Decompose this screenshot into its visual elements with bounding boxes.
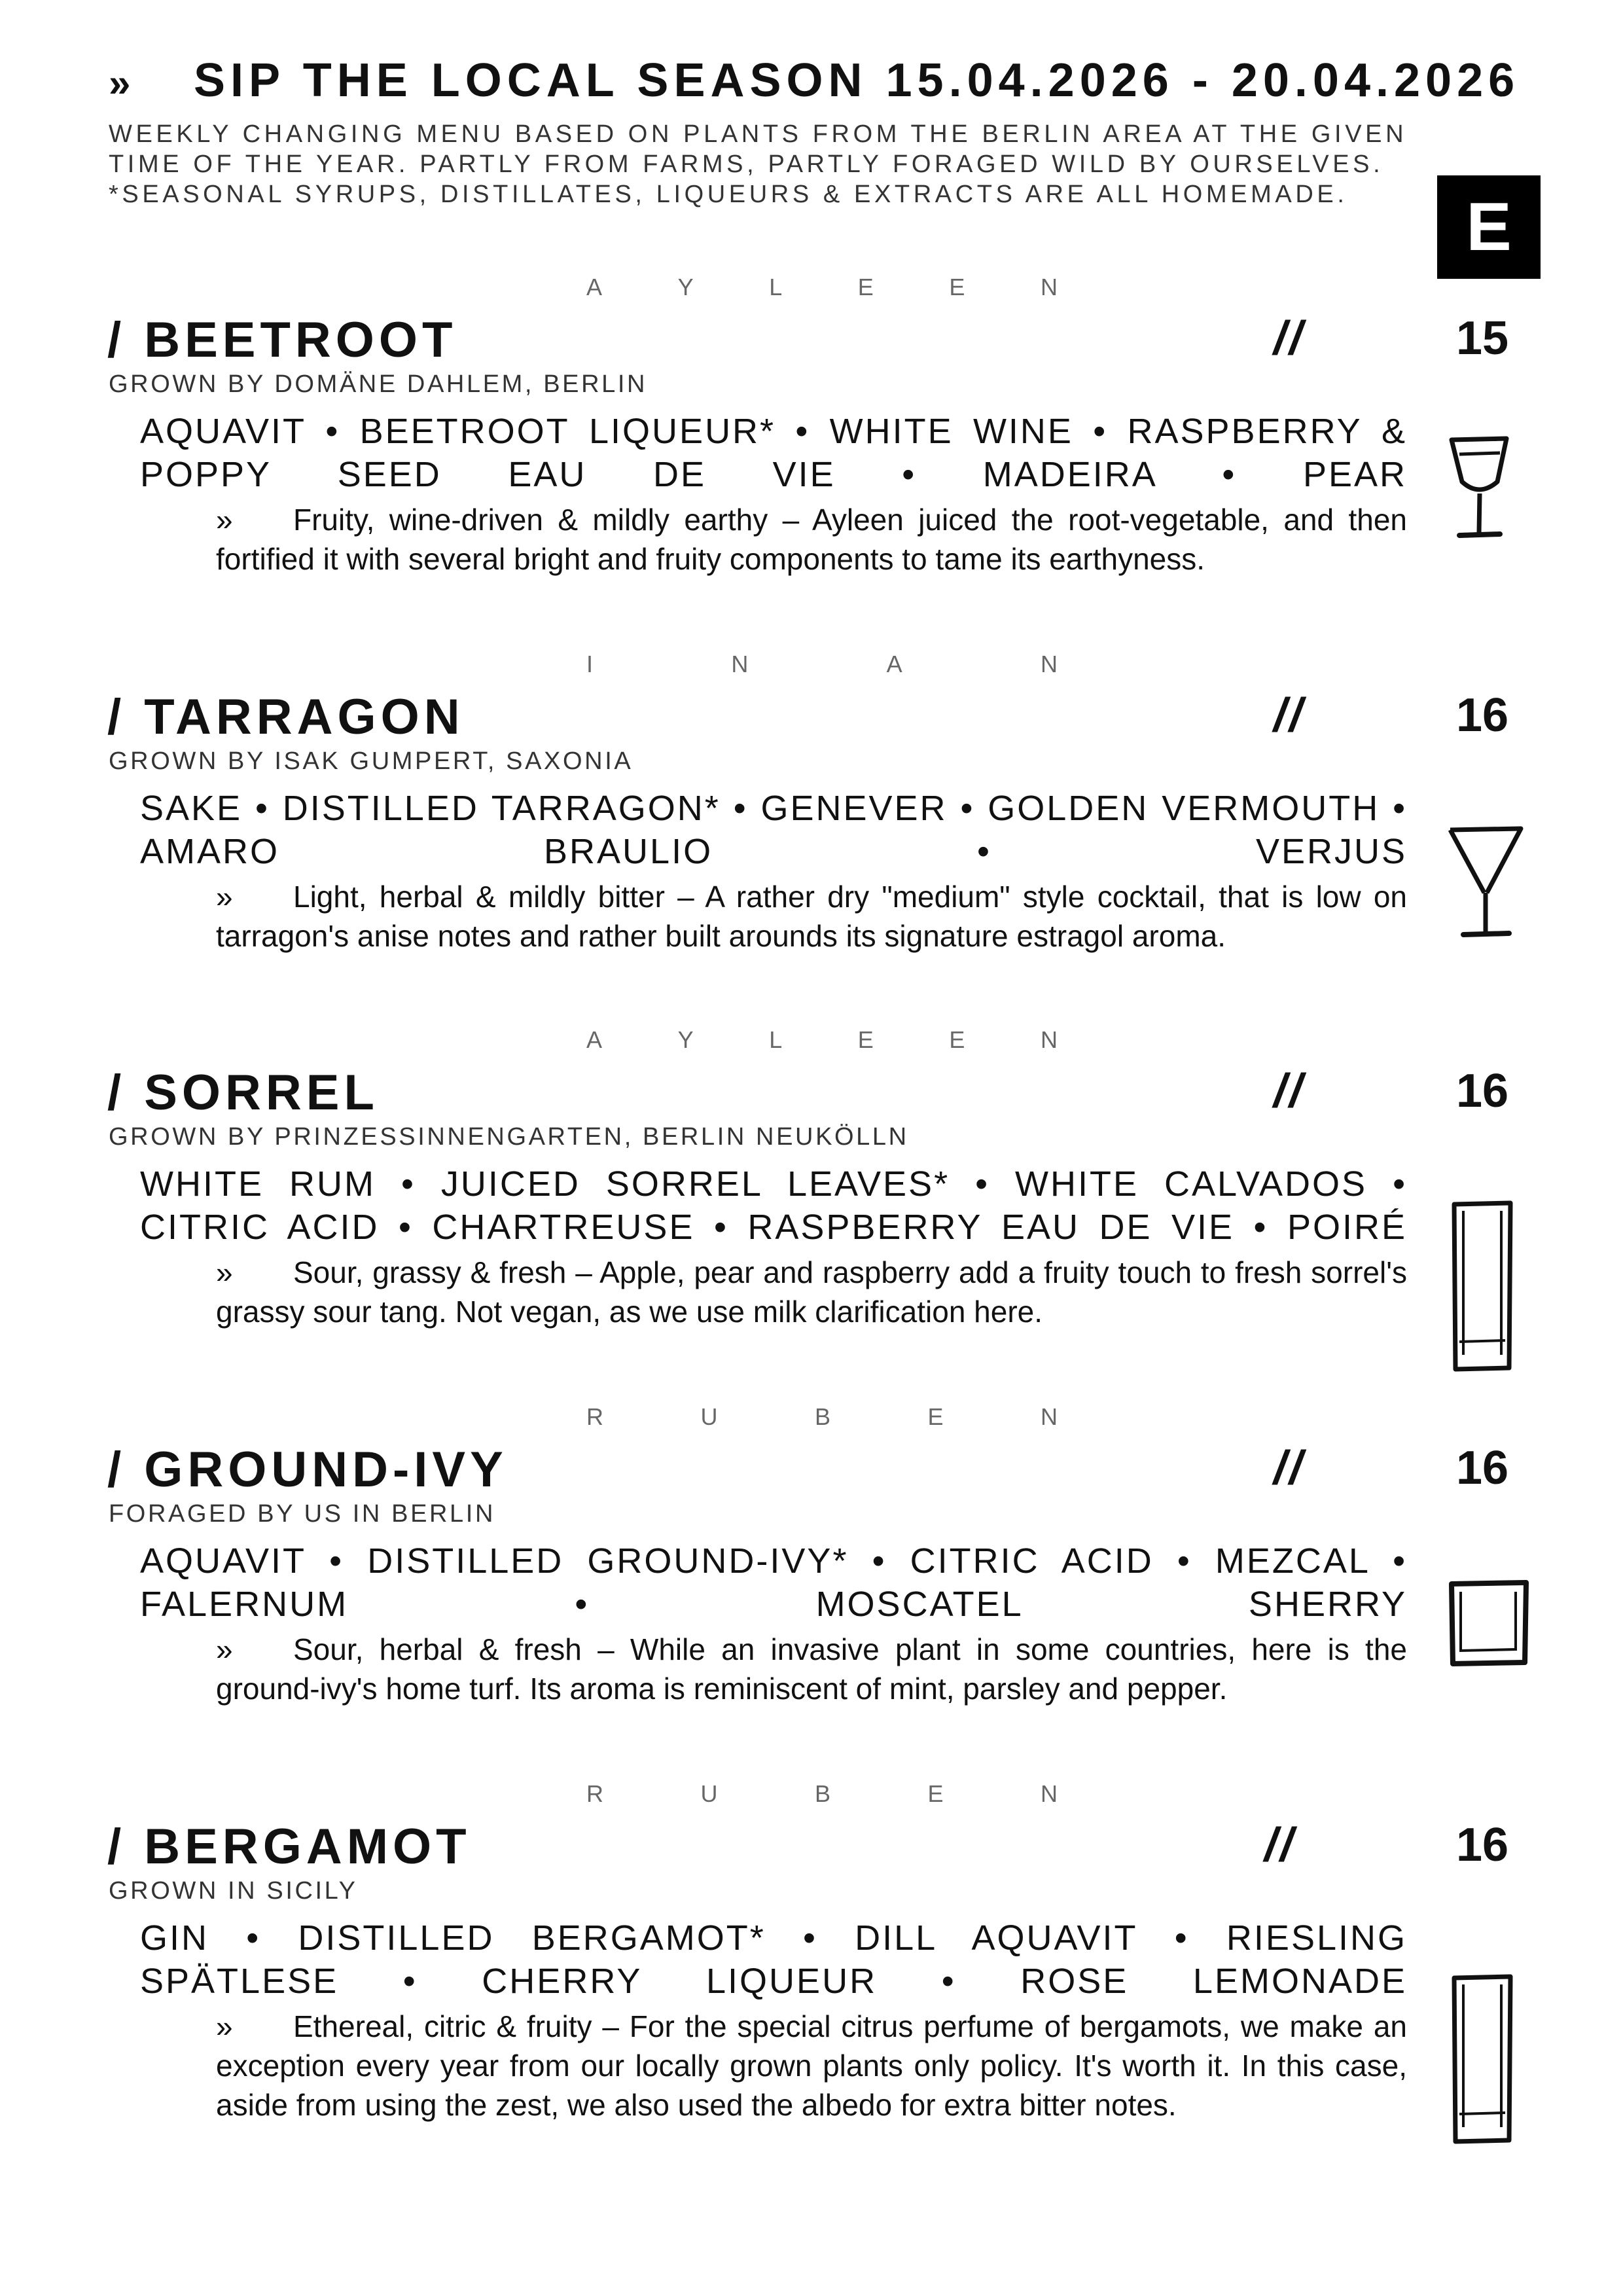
- description-arrow: »: [216, 503, 233, 537]
- price-separator: //: [1274, 689, 1306, 742]
- bartender-letter: E: [927, 1403, 944, 1430]
- bartender-letter: B: [814, 1780, 830, 1807]
- drink-origin: GROWN BY ISAK GUMPERT, SAXONIA: [109, 747, 633, 775]
- title-row: [109, 54, 1529, 107]
- drink-item-ground-ivy: [0, 1403, 1623, 1770]
- title-arrow: »: [109, 61, 131, 105]
- description-arrow: »: [216, 880, 233, 914]
- drink-price: 16: [1455, 689, 1509, 742]
- subtitle-line: TIME OF THE YEAR. PARTLY FROM FARMS, PARTLY FORAGED WILD BY OURSELVES.: [109, 151, 1384, 178]
- bartender-letter: A: [586, 1026, 603, 1053]
- drink-item-sorrel: [0, 1026, 1623, 1393]
- drink-name: / SORREL: [107, 1065, 379, 1121]
- drink-origin: GROWN BY PRINZESSINNENGARTEN, BERLIN NEUKÖLLN: [109, 1123, 909, 1151]
- bartender-name: [586, 1780, 1058, 1808]
- drink-description: Light, herbal & mildly bitter – A rather dry "medium" style cocktail, that is low on tarragon's anise notes and rather built arounds its signature estragol aroma.: [216, 880, 1407, 953]
- subtitle-line: *SEASONAL SYRUPS, DISTILLATES, LIQUEURS & EXTRACTS ARE ALL HOMEMADE.: [109, 181, 1348, 208]
- bartender-letter: E: [857, 274, 874, 300]
- drink-ingredients: AQUAVIT • BEETROOT LIQUEUR* • WHITE WINE • RASPBERRY & POPPY SEED EAU DE VIE • MADEIRA • PEAR: [140, 412, 1407, 494]
- drink-item-bergamot: [0, 1780, 1623, 2147]
- drink-price: 16: [1455, 1442, 1509, 1494]
- page-title: SIP THE LOCAL SEASON 15.04.2026 - 20.04.2026: [194, 54, 1520, 107]
- description-arrow: »: [216, 1632, 233, 1666]
- drink-description: Ethereal, citric & fruity – For the special citrus perfume of bergamots, we make an exception every year from our locally grown plants only policy. It's worth it. In this case, aside from using the zest, we also used the albedo for extra bitter notes.: [216, 2009, 1407, 2122]
- language-badge[interactable]: E: [1437, 175, 1541, 279]
- drink-origin: GROWN BY DOMÄNE DAHLEM, BERLIN: [109, 370, 648, 398]
- drink-name: / BERGAMOT: [107, 1819, 471, 1874]
- bartender-letter: N: [1040, 1026, 1058, 1053]
- drink-description: Sour, grassy & fresh – Apple, pear and raspberry add a fruity touch to fresh sorrel's grassy sour tang. Not vegan, as we use milk clarification here.: [216, 1255, 1407, 1329]
- bartender-letter: E: [949, 1026, 965, 1053]
- drink-description-block: [216, 877, 1407, 956]
- drink-item-tarragon: [0, 651, 1623, 1017]
- bartender-letter: E: [949, 274, 965, 300]
- drink-origin: GROWN IN SICILY: [109, 1877, 358, 1905]
- bartender-letter: N: [731, 651, 749, 677]
- bartender-letter: A: [886, 651, 902, 677]
- drink-description-block: [216, 2007, 1407, 2125]
- drink-name: / TARRAGON: [107, 689, 465, 745]
- drink-description-block: [216, 1253, 1407, 1331]
- description-arrow: »: [216, 2009, 233, 2043]
- bartender-letter: R: [586, 1403, 603, 1430]
- drink-price: 16: [1455, 1819, 1509, 1871]
- drink-description-block: [216, 500, 1407, 579]
- drink-origin: FORAGED BY US IN BERLIN: [109, 1500, 495, 1528]
- price-separator: //: [1274, 312, 1306, 365]
- menu-header: [109, 54, 1529, 209]
- bartender-letter: N: [1040, 274, 1058, 300]
- highball-glass-icon: [1446, 1198, 1518, 1374]
- bartender-letter: B: [814, 1403, 830, 1430]
- bartender-letter: N: [1040, 651, 1058, 677]
- drink-name: / BEETROOT: [107, 312, 457, 368]
- bartender-letter: N: [1040, 1780, 1058, 1807]
- drink-ingredients: AQUAVIT • DISTILLED GROUND-IVY* • CITRIC ACID • MEZCAL • FALERNUM • MOSCATEL SHERRY: [140, 1541, 1407, 1624]
- bartender-letter: E: [927, 1780, 944, 1807]
- martini-glass-icon: [1446, 825, 1525, 942]
- bartender-letter: E: [857, 1026, 874, 1053]
- subtitle-line: WEEKLY CHANGING MENU BASED ON PLANTS FROM THE BERLIN AREA AT THE GIVEN: [109, 120, 1408, 148]
- drink-price: 16: [1455, 1065, 1509, 1117]
- bartender-letter: Y: [677, 1026, 694, 1053]
- description-arrow: »: [216, 1255, 233, 1289]
- drink-name: / GROUND-IVY: [107, 1442, 508, 1498]
- bartender-letter: U: [700, 1780, 718, 1807]
- price-separator: //: [1264, 1819, 1296, 1871]
- drink-ingredients: SAKE • DISTILLED TARRAGON* • GENEVER • GOLDEN VERMOUTH • AMARO BRAULIO • VERJUS: [140, 789, 1407, 871]
- bartender-letter: R: [586, 1780, 603, 1807]
- drink-ingredients: GIN • DISTILLED BERGAMOT* • DILL AQUAVIT • RIESLING SPÄTLESE • CHERRY LIQUEUR • ROSE LEMONADE: [140, 1918, 1407, 2001]
- highball-glass-icon: [1446, 1971, 1518, 2148]
- bartender-name: [586, 1403, 1058, 1431]
- price-separator: //: [1274, 1065, 1306, 1117]
- drink-description-block: [216, 1630, 1407, 1708]
- bartender-letter: I: [586, 651, 594, 677]
- bartender-name: [586, 651, 1058, 678]
- bartender-letter: U: [700, 1403, 718, 1430]
- drink-price: 15: [1455, 312, 1509, 365]
- wine-glass-icon: [1446, 435, 1512, 546]
- drink-description: Fruity, wine-driven & mildly earthy – Ayleen juiced the root-vegetable, and then fortified it with several bright and fruity components to tame its earthyness.: [216, 503, 1407, 576]
- bartender-letter: N: [1040, 1403, 1058, 1430]
- bartender-letter: A: [586, 274, 603, 300]
- bartender-letter: Y: [677, 274, 694, 300]
- menu-subtitle: [109, 119, 1529, 209]
- drink-description: Sour, herbal & fresh – While an invasive plant in some countries, here is the ground-ivy's home turf. Its aroma is reminiscent of mint, parsley and pepper.: [216, 1632, 1407, 1706]
- bartender-letter: L: [769, 274, 783, 300]
- drink-ingredients: WHITE RUM • JUICED SORREL LEAVES* • WHITE CALVADOS • CITRIC ACID • CHARTREUSE • RASPBERRY EAU DE VIE • POIRÉ: [140, 1164, 1407, 1247]
- rocks-glass-icon: [1446, 1577, 1531, 1669]
- price-separator: //: [1274, 1442, 1306, 1494]
- bartender-name: [586, 274, 1058, 301]
- drink-item-beetroot: [0, 274, 1623, 640]
- bartender-letter: L: [769, 1026, 783, 1053]
- bartender-name: [586, 1026, 1058, 1054]
